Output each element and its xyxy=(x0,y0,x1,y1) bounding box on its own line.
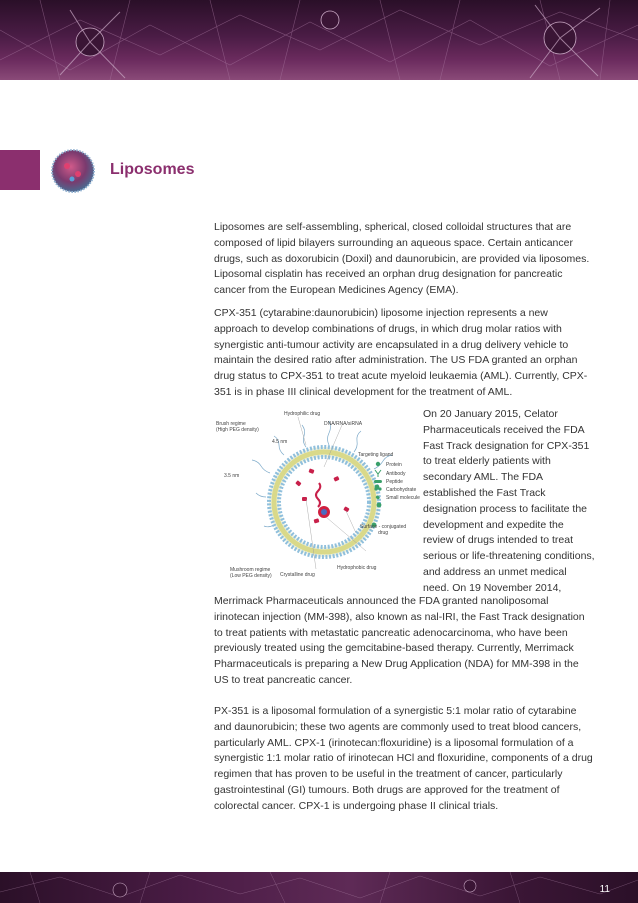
nanoparticle-banner-image xyxy=(0,0,638,80)
section-title: Liposomes xyxy=(110,161,195,178)
paragraph-text: CPX-351 (cytarabine:daunorubicin) liposome injection represents a new approach to develop combinations of drugs, in which drug molar ratios with synergistic anti-tumour activity are encapsulated in a drug delivery vehicle to maintain the desired ratio after administration. The US FDA granted an orphan drug status to CPX-351 to treat acute myeloid leukaemia (AML). Currently, CPX-351 is in phase III clinical development for the treatment of AML. xyxy=(214,307,588,398)
footer-banner xyxy=(0,872,638,903)
paragraph-text: PX-351 is a liposomal formulation of a synergistic 5:1 molar ratio of cytarabine and daunorubicin; these two agents are commonly used to treat blood cancers, particularly AML. CPX-1 (irinotecan:floxuridine) is a liposomal formulation of a synergistic 1:1 molar ratio of irinotecan HCl and floxuridine, components of a drug regimen that has proven to be useful in the treatment of cancer, particularly gastrointestinal (GI) tumours. Both drugs are approved for the treatment of colorectal cancer. CPX-1 is undergoing phase II clinical trials. xyxy=(214,705,593,812)
legend-small-molecule: Small molecule xyxy=(386,495,420,501)
label-dimension-left: 3.5 nm xyxy=(224,473,240,479)
page-number: 11 xyxy=(599,884,610,895)
label-dimension-top: 4.5 nm xyxy=(272,439,288,445)
footer-pattern-image xyxy=(0,872,638,903)
label-mushroom-regime: Mushroom regime (Low PEG density) xyxy=(230,567,272,579)
label-brush-regime: Brush regime (High PEG density) xyxy=(216,421,259,433)
label-hydrophilic-drug: Hydrophilic drug xyxy=(284,411,321,417)
legend-antibody: Antibody xyxy=(386,471,406,477)
side-paragraph: On 20 January 2015, Celator Pharmaceuticals received the FDA Fast Track designation for CPX-351 to treat elderly patients with secondary AML. The FDA established the Fast Track designation process to facilitate the development and expedite the review of drugs intended to treat serious or life-threatening conditions, and address an unmet medical need. On 19 November 2014, xyxy=(423,408,595,594)
liposome-structure-diagram xyxy=(214,407,420,587)
liposome-diagram-graphic xyxy=(214,407,417,587)
liposome-sphere-icon xyxy=(50,148,96,194)
legend-peptide: Peptide xyxy=(386,479,403,485)
label-dna-rna: DNA/RNA/siRNA xyxy=(324,421,363,427)
label-targeting-ligand: Targeting ligand xyxy=(358,452,394,458)
section-accent-bar xyxy=(0,150,40,190)
legend-carbohydrate: Carbohydrate xyxy=(386,487,417,493)
header-banner xyxy=(0,0,638,80)
label-crystalline-drug: Crystalline drug xyxy=(280,572,315,578)
label-hydrophobic-drug: Hydrophobic drug xyxy=(337,565,377,571)
paragraph-2 xyxy=(214,306,594,410)
paragraph-3 xyxy=(214,594,594,698)
legend-protein: Protein xyxy=(386,462,402,468)
paragraph-4 xyxy=(214,704,594,824)
paragraph-1 xyxy=(214,220,594,308)
paragraph-text: Merrimack Pharmaceuticals announced the FDA granted nanoliposomal irinotecan injection (MM-398), also known as nal-IRI, the Fast Track designation to treat patients with metastatic pancreatic adenocarcinoma, who have been previously treated using the gemcitabine-based therapy. Currently, Merrimack Pharmaceuticals is preparing a New Drug Application (NDA) for MM-398 in the US to treat pancreatic cancer. xyxy=(214,595,585,686)
paragraph-text: Liposomes are self-assembling, spherical, closed colloidal structures that are composed of lipid bilayers surrounding an aqueous space. Certain anticancer drugs, such as doxorubicin (Doxil) and daunorubicin, are provided via liposomes. Liposomal cisplatin has received an orphan drug designation for pancreatic cancer from the European Medicines Agency (EMA). xyxy=(214,221,590,297)
label-surface-conjugated: Surface - conjugated drug xyxy=(360,524,407,536)
